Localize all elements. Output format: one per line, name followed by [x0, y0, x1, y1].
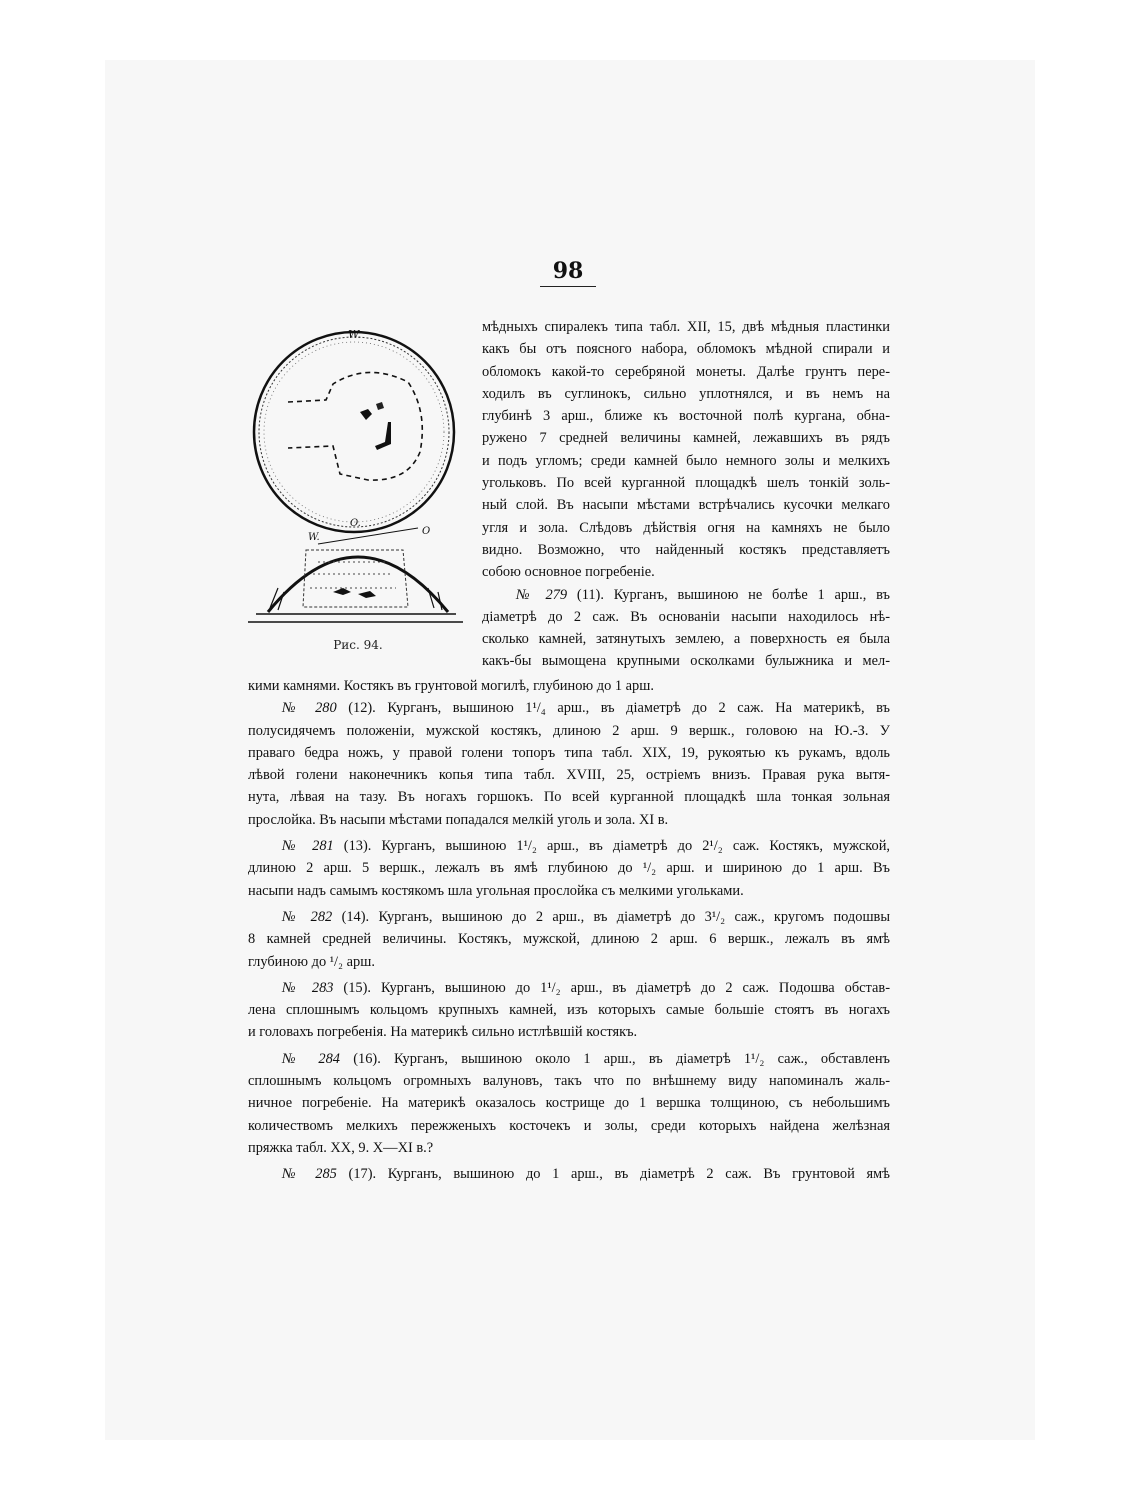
text-line: ходилъ въ суглинокъ, сильно уплотнялся, и въ немъ на [482, 385, 890, 402]
text-line: какъ бы отъ поясного набора, обломокъ мѣдной спирали и [482, 341, 890, 358]
entry-number: № 285 [282, 1166, 337, 1183]
column-right-text [482, 316, 890, 673]
text-line: количествомъ мелкихъ пережженыхъ косточекъ и золы, среди которыхъ найдена желѣзная [248, 1117, 890, 1134]
text-line: мѣдныхъ спиралекъ типа табл. XII, 15, двѣ мѣдныя пластинки [482, 319, 890, 335]
text-line: угля и зола. Слѣдовъ дѣйствія огня на камняхъ не было [482, 519, 890, 536]
entry-282-line: № 282 (14). Курганъ, вышиною до 2 арш., въ діаметрѣ до 3¹/₂ саж., кругомъ подошвы [282, 908, 890, 925]
text-line: кими камнями. Костякъ въ грунтовой могилѣ, глубиною до 1 арш. [248, 678, 654, 694]
label-w-top: W. [348, 328, 361, 341]
text-line: нута, лѣвая на тазу. Въ ногахъ горшокъ. По всей курганной площадкѣ шла тонкая зольная [248, 789, 890, 806]
figure-caption: Рис. 94. [333, 638, 383, 652]
text-line: длиною 2 арш. 5 вершк., лежалъ въ ямѣ глубиною до ¹/₂ арш. и шириною до 1 арш. Въ [248, 860, 890, 877]
column-full-text [248, 675, 890, 1186]
text-line: ничное погребеніе. На материкѣ оказалось кострище до 1 вершка толщиною, съ небольшимъ [248, 1095, 890, 1112]
entry-280-line: № 280 (12). Курганъ, вышиною 1¹/₄ арш., въ діаметрѣ до 2 саж. На материкѣ, въ [282, 700, 890, 717]
text-line: лѣвой голени наконечникъ копья типа табл. XVIII, 25, остріемъ внизъ. Правая рука вытя- [248, 767, 890, 784]
entry-284-line: № 284 (16). Курганъ, вышиною около 1 арш., въ діаметрѣ 1¹/₂ саж., обставленъ [282, 1050, 890, 1067]
text-line: какъ-бы вымощена крупными осколками булыжника и мел- [482, 653, 890, 670]
text-line: угольковъ. По всей курганной площадкѣ шелъ тонкій золь- [482, 475, 890, 492]
entry-number: № 283 [282, 979, 334, 996]
text-line: ный слой. Въ насыпи мѣстами встрѣчались кусочки мелкаго [482, 497, 890, 514]
page-number: 98 [540, 258, 596, 287]
label-o-bottom: O. [350, 518, 361, 529]
text-line: глубинѣ 3 арш., ближе къ восточной полѣ кургана, обна- [482, 408, 890, 425]
text-line: ружено 7 средней величины камней, лежавшихъ въ рядъ [482, 430, 890, 447]
entry-number: № 282 [282, 908, 333, 925]
text-line: и головахъ погребенія. На материкѣ сильно истлѣвшій костякъ. [248, 1024, 638, 1041]
text-line: діаметрѣ до 2 саж. Въ основаніи насыпи находилось нѣ- [482, 608, 890, 625]
entry-number: № 280 [282, 700, 337, 717]
figure-kurgan-plan [248, 322, 468, 662]
entry-285-line: № 285 (17). Курганъ, вышиною до 1 арш., въ діаметрѣ 2 саж. Въ грунтовой ямѣ [282, 1166, 890, 1183]
text-line: сплошнымъ кольцомъ огромныхъ валуновъ, такъ что по внѣшнему виду напоминалъ жаль- [248, 1073, 890, 1090]
entry-281-line: № 281 (13). Курганъ, вышиною 1¹/₂ арш., въ діаметрѣ до 2¹/₂ саж. Костякъ, мужской, [282, 838, 890, 855]
label-o-section: O [422, 526, 431, 537]
entry-283-line: № 283 (15). Курганъ, вышиною до 1¹/₂ арш., въ діаметрѣ до 2 саж. Подошва обстав- [282, 979, 890, 996]
text-line: праваго бедра ножъ, у правой голени топоръ типа табл. XIX, 19, рукоятью къ рукамъ, вдоль [248, 744, 890, 761]
text-line: насыпи надъ самымъ костякомъ шла угольная прослойка съ мелкими угольками. [248, 882, 744, 899]
text-line: собою основное погребеніе. [482, 564, 655, 581]
entry-279-line: № 279 (11). Курганъ, вышиною не болѣе 1 арш., въ [516, 586, 890, 603]
text-line: и подъ угломъ; среди камней было немного золы и мелкихъ [482, 452, 890, 469]
text-line: полусидячемъ положеніи, мужской костякъ, длиною 2 арш. 9 вершк., головою на Ю.-З. У [248, 722, 890, 739]
text-line: 8 камней средней величины. Костякъ, мужской, длиною 2 арш. 6 вершк., лежалъ въ ямѣ [248, 931, 890, 948]
text-line: обломокъ какой-то серебряной монеты. Далѣе грунтъ пере- [482, 363, 890, 380]
label-w-section: W. [308, 532, 320, 543]
text-line: лена сплошнымъ кольцомъ крупныхъ камней, изъ которыхъ самые большіе стоятъ въ ногахъ [248, 1002, 890, 1019]
text-line: видно. Возможно, что найденный костякъ представляетъ [482, 541, 890, 558]
text-line: сколько камней, затянутыхъ землею, а поверхность ея была [482, 631, 890, 648]
entry-number: № 284 [282, 1050, 341, 1067]
entry-number: № 281 [282, 838, 334, 855]
text-line: глубиною до ¹/₂ арш. [248, 953, 375, 970]
text-line: пряжка табл. XX, 9. X—XI в.? [248, 1139, 434, 1156]
kurgan-drawing [248, 322, 468, 632]
text-line: прослойка. Въ насыпи мѣстами попадался мелкій уголь и зола. XI в. [248, 811, 669, 828]
entry-number: № 279 [516, 586, 568, 603]
